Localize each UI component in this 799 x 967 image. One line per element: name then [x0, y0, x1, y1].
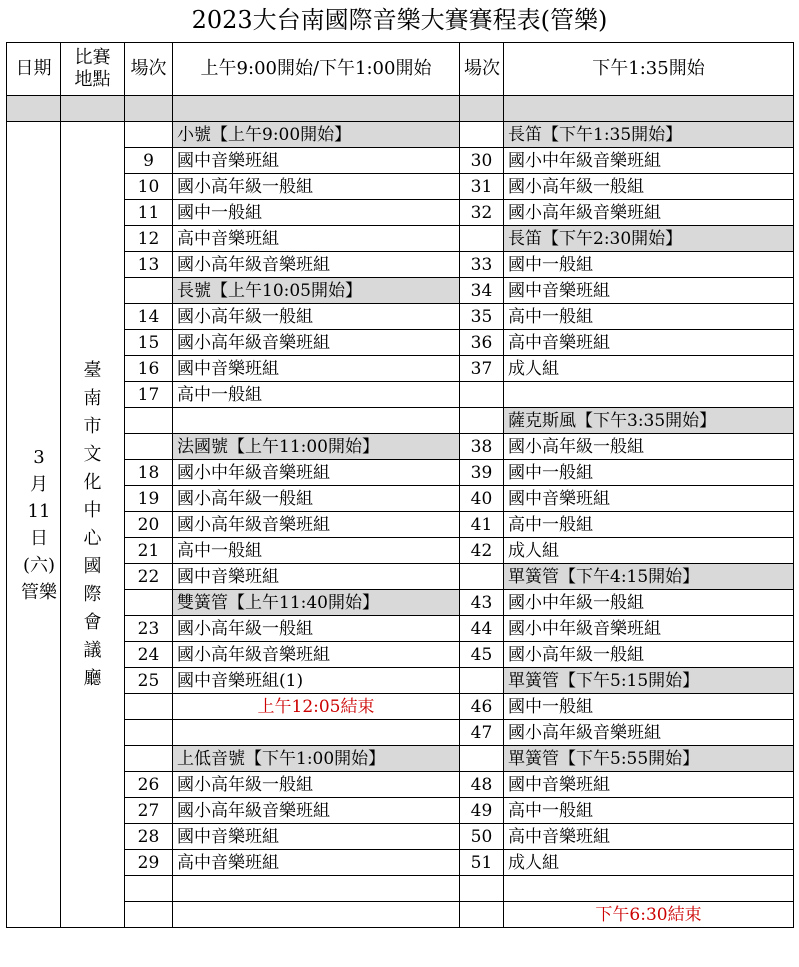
pm-event: 高中音樂班組 — [504, 824, 794, 850]
schedule-row — [7, 668, 794, 694]
schedule-row — [7, 278, 794, 304]
am-order-number: 26 — [125, 772, 173, 798]
schedule-row — [7, 876, 794, 902]
am-order-number: 24 — [125, 642, 173, 668]
am-order-number — [125, 408, 173, 434]
pm-order-number: 42 — [460, 538, 504, 564]
pm-order-number: 43 — [460, 590, 504, 616]
schedule-row — [7, 434, 794, 460]
pm-section-header: 單簧管【下午5:15開始】 — [504, 668, 794, 694]
am-order-number — [125, 876, 173, 902]
am-order-number: 27 — [125, 798, 173, 824]
pm-section-header: 薩克斯風【下午3:35開始】 — [504, 408, 794, 434]
schedule-row — [7, 616, 794, 642]
pm-order-number: 37 — [460, 356, 504, 382]
am-order-number: 25 — [125, 668, 173, 694]
am-order-number: 9 — [125, 148, 173, 174]
am-event: 國中音樂班組 — [173, 356, 460, 382]
am-event: 國小高年級一般組 — [173, 304, 460, 330]
am-event: 高中音樂班組 — [173, 226, 460, 252]
am-event: 國小高年級一般組 — [173, 772, 460, 798]
am-event — [173, 408, 460, 434]
am-event — [173, 876, 460, 902]
schedule-row — [7, 408, 794, 434]
pm-event: 成人組 — [504, 356, 794, 382]
pm-section-header: 單簧管【下午4:15開始】 — [504, 564, 794, 590]
am-order-number: 11 — [125, 200, 173, 226]
pm-order-number: 41 — [460, 512, 504, 538]
schedule-row — [7, 564, 794, 590]
am-order-number — [125, 902, 173, 928]
header-order-pm: 場次 — [460, 43, 504, 96]
pm-event: 國小高年級一般組 — [504, 174, 794, 200]
schedule-row — [7, 122, 794, 148]
schedule-row — [7, 720, 794, 746]
header-order-am: 場次 — [125, 43, 173, 96]
schedule-row — [7, 772, 794, 798]
pm-event: 國中音樂班組 — [504, 486, 794, 512]
pm-order-number — [460, 226, 504, 252]
schedule-row — [7, 174, 794, 200]
header-row — [7, 43, 794, 96]
pm-order-number: 47 — [460, 720, 504, 746]
pm-event: 國中音樂班組 — [504, 772, 794, 798]
pm-order-number: 51 — [460, 850, 504, 876]
pm-order-number: 31 — [460, 174, 504, 200]
pm-event: 成人組 — [504, 538, 794, 564]
date-part: (六) — [22, 554, 56, 576]
pm-event: 國小高年級音樂班組 — [504, 720, 794, 746]
pm-event: 高中一般組 — [504, 304, 794, 330]
pm-event: 國中音樂班組 — [504, 278, 794, 304]
am-event — [173, 902, 460, 928]
date-part: 3 — [33, 446, 45, 468]
pm-order-number — [460, 668, 504, 694]
am-event: 高中一般組 — [173, 382, 460, 408]
pm-event: 國小高年級音樂班組 — [504, 200, 794, 226]
pm-order-number — [460, 382, 504, 408]
am-event: 國中音樂班組(1) — [173, 668, 460, 694]
date-part: 日 — [30, 527, 48, 549]
schedule-row — [7, 148, 794, 174]
pm-event: 國中一般組 — [504, 460, 794, 486]
pm-order-number: 33 — [460, 252, 504, 278]
schedule-row — [7, 382, 794, 408]
pm-order-number: 34 — [460, 278, 504, 304]
schedule-row — [7, 486, 794, 512]
am-event: 國中一般組 — [173, 200, 460, 226]
am-order-number: 16 — [125, 356, 173, 382]
schedule-row — [7, 798, 794, 824]
pm-section-header: 長笛【下午2:30開始】 — [504, 226, 794, 252]
pm-order-number: 48 — [460, 772, 504, 798]
am-order-number: 23 — [125, 616, 173, 642]
am-event: 國中音樂班組 — [173, 564, 460, 590]
schedule-row — [7, 512, 794, 538]
schedule-row — [7, 850, 794, 876]
schedule-row — [7, 460, 794, 486]
pm-order-number — [460, 122, 504, 148]
pm-section-header: 長笛【下午1:35開始】 — [504, 122, 794, 148]
pm-order-number: 49 — [460, 798, 504, 824]
pm-section-header: 單簧管【下午5:55開始】 — [504, 746, 794, 772]
am-event: 國小高年級一般組 — [173, 616, 460, 642]
pm-event — [504, 876, 794, 902]
pm-event: 國小中年級音樂班組 — [504, 148, 794, 174]
date-part: 管樂 — [21, 581, 57, 603]
pm-event: 高中音樂班組 — [504, 330, 794, 356]
am-event: 國小中年級音樂班組 — [173, 460, 460, 486]
schedule-row — [7, 538, 794, 564]
am-order-number — [125, 122, 173, 148]
header-am-session: 上午9:00開始/下午1:00開始 — [173, 43, 460, 96]
am-event: 國小高年級音樂班組 — [173, 642, 460, 668]
pm-event: 國小高年級一般組 — [504, 642, 794, 668]
am-event: 國中音樂班組 — [173, 148, 460, 174]
header-venue — [61, 43, 125, 96]
pm-order-number: 38 — [460, 434, 504, 460]
header-venue-line1: 比賽 — [74, 47, 111, 68]
am-event: 高中音樂班組 — [173, 850, 460, 876]
schedule-row — [7, 252, 794, 278]
am-order-number: 28 — [125, 824, 173, 850]
page-title: 2023大台南國際音樂大賽賽程表(管樂) — [191, 6, 608, 34]
am-order-number — [125, 694, 173, 720]
am-section-header: 上低音號【下午1:00開始】 — [173, 746, 460, 772]
pm-order-number: 32 — [460, 200, 504, 226]
pm-event: 國小中年級音樂班組 — [504, 616, 794, 642]
venue-cell — [61, 122, 125, 928]
am-section-header: 小號【上午9:00開始】 — [173, 122, 460, 148]
schedule-row — [7, 590, 794, 616]
pm-order-number: 36 — [460, 330, 504, 356]
am-order-number: 14 — [125, 304, 173, 330]
pm-order-number — [460, 902, 504, 928]
header-venue-line2: 地點 — [74, 69, 111, 90]
pm-order-number: 46 — [460, 694, 504, 720]
am-event: 國小高年級音樂班組 — [173, 512, 460, 538]
am-event: 國小高年級音樂班組 — [173, 252, 460, 278]
date-part: 11 — [27, 500, 51, 522]
am-event: 國中音樂班組 — [173, 824, 460, 850]
pm-order-number: 50 — [460, 824, 504, 850]
am-order-number: 19 — [125, 486, 173, 512]
am-section-header: 法國號【上午11:00開始】 — [173, 434, 460, 460]
pm-order-number: 39 — [460, 460, 504, 486]
am-order-number: 15 — [125, 330, 173, 356]
pm-event: 國中一般組 — [504, 694, 794, 720]
pm-order-number — [460, 746, 504, 772]
am-event: 國小高年級音樂班組 — [173, 798, 460, 824]
am-order-number: 29 — [125, 850, 173, 876]
pm-order-number: 45 — [460, 642, 504, 668]
pm-order-number: 35 — [460, 304, 504, 330]
pm-event: 成人組 — [504, 850, 794, 876]
pm-event: 高中一般組 — [504, 512, 794, 538]
pm-order-number: 40 — [460, 486, 504, 512]
pm-event: 國小中年級一般組 — [504, 590, 794, 616]
pm-order-number: 44 — [460, 616, 504, 642]
header-date: 日期 — [7, 43, 61, 96]
pm-end-time: 下午6:30結束 — [504, 902, 794, 928]
am-section-header: 雙簧管【上午11:40開始】 — [173, 590, 460, 616]
date-part: 月 — [30, 473, 48, 495]
schedule-row — [7, 694, 794, 720]
am-order-number: 18 — [125, 460, 173, 486]
schedule-row — [7, 642, 794, 668]
schedule-row — [7, 824, 794, 850]
schedule-row — [7, 226, 794, 252]
pm-order-number — [460, 408, 504, 434]
am-order-number — [125, 434, 173, 460]
am-event — [173, 720, 460, 746]
schedule-row — [7, 330, 794, 356]
schedule-row — [7, 200, 794, 226]
schedule-table — [6, 42, 794, 928]
am-end-time: 上午12:05結束 — [173, 694, 460, 720]
header-pm-session: 下午1:35開始 — [504, 43, 794, 96]
venue-name: 臺南市文化中心國際會議廳 — [83, 359, 102, 689]
date-cell — [7, 122, 61, 928]
pm-event: 高中一般組 — [504, 798, 794, 824]
schedule-row — [7, 304, 794, 330]
am-order-number: 22 — [125, 564, 173, 590]
schedule-row — [7, 902, 794, 928]
pm-order-number — [460, 876, 504, 902]
am-order-number: 17 — [125, 382, 173, 408]
am-order-number: 20 — [125, 512, 173, 538]
am-order-number — [125, 720, 173, 746]
am-order-number: 13 — [125, 252, 173, 278]
schedule-row — [7, 746, 794, 772]
am-order-number: 12 — [125, 226, 173, 252]
schedule-row — [7, 356, 794, 382]
am-event: 高中一般組 — [173, 538, 460, 564]
pm-event: 國中一般組 — [504, 252, 794, 278]
am-section-header: 長號【上午10:05開始】 — [173, 278, 460, 304]
spacer-row — [7, 96, 794, 122]
am-event: 國小高年級一般組 — [173, 174, 460, 200]
am-order-number — [125, 590, 173, 616]
pm-event — [504, 382, 794, 408]
pm-event: 國小高年級一般組 — [504, 434, 794, 460]
pm-order-number: 30 — [460, 148, 504, 174]
pm-order-number — [460, 564, 504, 590]
am-order-number — [125, 278, 173, 304]
am-event: 國小高年級音樂班組 — [173, 330, 460, 356]
am-event: 國小高年級一般組 — [173, 486, 460, 512]
am-order-number: 10 — [125, 174, 173, 200]
am-order-number — [125, 746, 173, 772]
am-order-number: 21 — [125, 538, 173, 564]
